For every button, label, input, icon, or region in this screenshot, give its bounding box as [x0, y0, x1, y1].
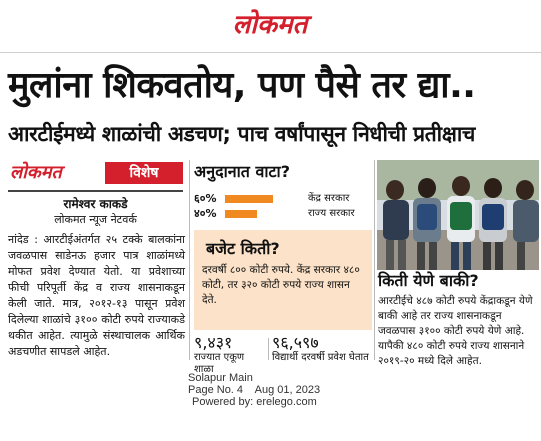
newspaper-logo: लोकमत [232, 10, 308, 40]
article-body: नांदेड : आरटीईअंतर्गत २५ टक्के बालकांना जवळपास साडेनऊ हजार पात्र शाळांमध्ये मोफत प्रवेश देण्यात येतो. या प्रवेशाच्या फीची परिपूर्ती केंद्र व राज्य शासनाकडून केली जाते. मात्र, २०१२-१३ पासून प्रवेश दिलेल्या शाळांचे ३१०० कोटी रुपये राज्याकडे थकीत आहेत. त्यामुळे संस्थाचालक आर्थिक अडचणीत सापडले आहेत. [8, 233, 185, 358]
tag-rule [8, 190, 183, 192]
stat-caption: विद्यार्थी दरवर्षी प्रवेश घेतात [272, 352, 369, 363]
stat-value: ९,४३१ [194, 333, 233, 352]
grant-row-central [194, 192, 374, 206]
grant-pct-label: ६०% [194, 192, 217, 205]
budget-text: दरवर्षी ८०० कोटी रुपये. केंद्र सरकार ४८० कोटी, तर ३२० कोटी रुपये राज्य शासन देते. [202, 264, 360, 306]
footer-powered: Powered by: erelego.com [192, 396, 317, 408]
grant-row-label: केंद्र सरकार [308, 193, 350, 204]
tag-brand: लोकमत [10, 162, 62, 183]
stat-divider [268, 338, 269, 360]
grant-row-label: राज्य सरकार [308, 208, 355, 219]
footer [170, 372, 370, 432]
tag-label: विशेष [105, 162, 183, 184]
budget-box [194, 230, 372, 330]
grant-share-title: अनुदानात वाटा? [194, 162, 290, 181]
headline: मुलांना शिकवतोय, पण पैसे तर द्या.. [8, 65, 476, 106]
column-divider [189, 160, 190, 360]
stat-schools [194, 333, 260, 375]
grant-bar [225, 195, 273, 203]
budget-title: बजेट किती? [206, 239, 280, 258]
stat-caption: राज्यात एकूण शाळा [194, 352, 245, 375]
grant-pct-label: ४०% [194, 207, 217, 220]
masthead-divider [0, 52, 541, 53]
grant-row-state [194, 207, 374, 221]
column-divider [374, 160, 375, 360]
special-tag [8, 160, 183, 186]
stat-students [272, 333, 372, 363]
stat-value: ९६,५९७ [272, 333, 319, 352]
agency-credit: लोकमत न्यूज नेटवर्क [54, 213, 137, 226]
masthead [0, 0, 541, 50]
footer-page-date: Page No. 4 Aug 01, 2023 [188, 384, 321, 396]
pending-text: आरटीईचे ४८७ कोटी रुपये केंद्राकडून येणे बाकी आहे तर राज्य शासनाकडून जवळपास ३१०० कोटी रुपये येणे आहे. यापैकी ४८० कोटी रुपये राज्य शासनाने २०१९-२० मध्ये दिले आहेत. [378, 295, 533, 367]
students-photo [377, 160, 539, 270]
subheadline: आरटीईमध्ये शाळांची अडचण; पाच वर्षांपासून निधीची प्रतीक्षाच [8, 122, 476, 146]
byline: रामेश्वर काकडे [63, 197, 128, 211]
footer-edition: Solapur Main [188, 372, 253, 384]
grant-bar [225, 210, 257, 218]
pending-title: किती येणे बाकी? [378, 271, 479, 290]
stats [194, 333, 372, 375]
